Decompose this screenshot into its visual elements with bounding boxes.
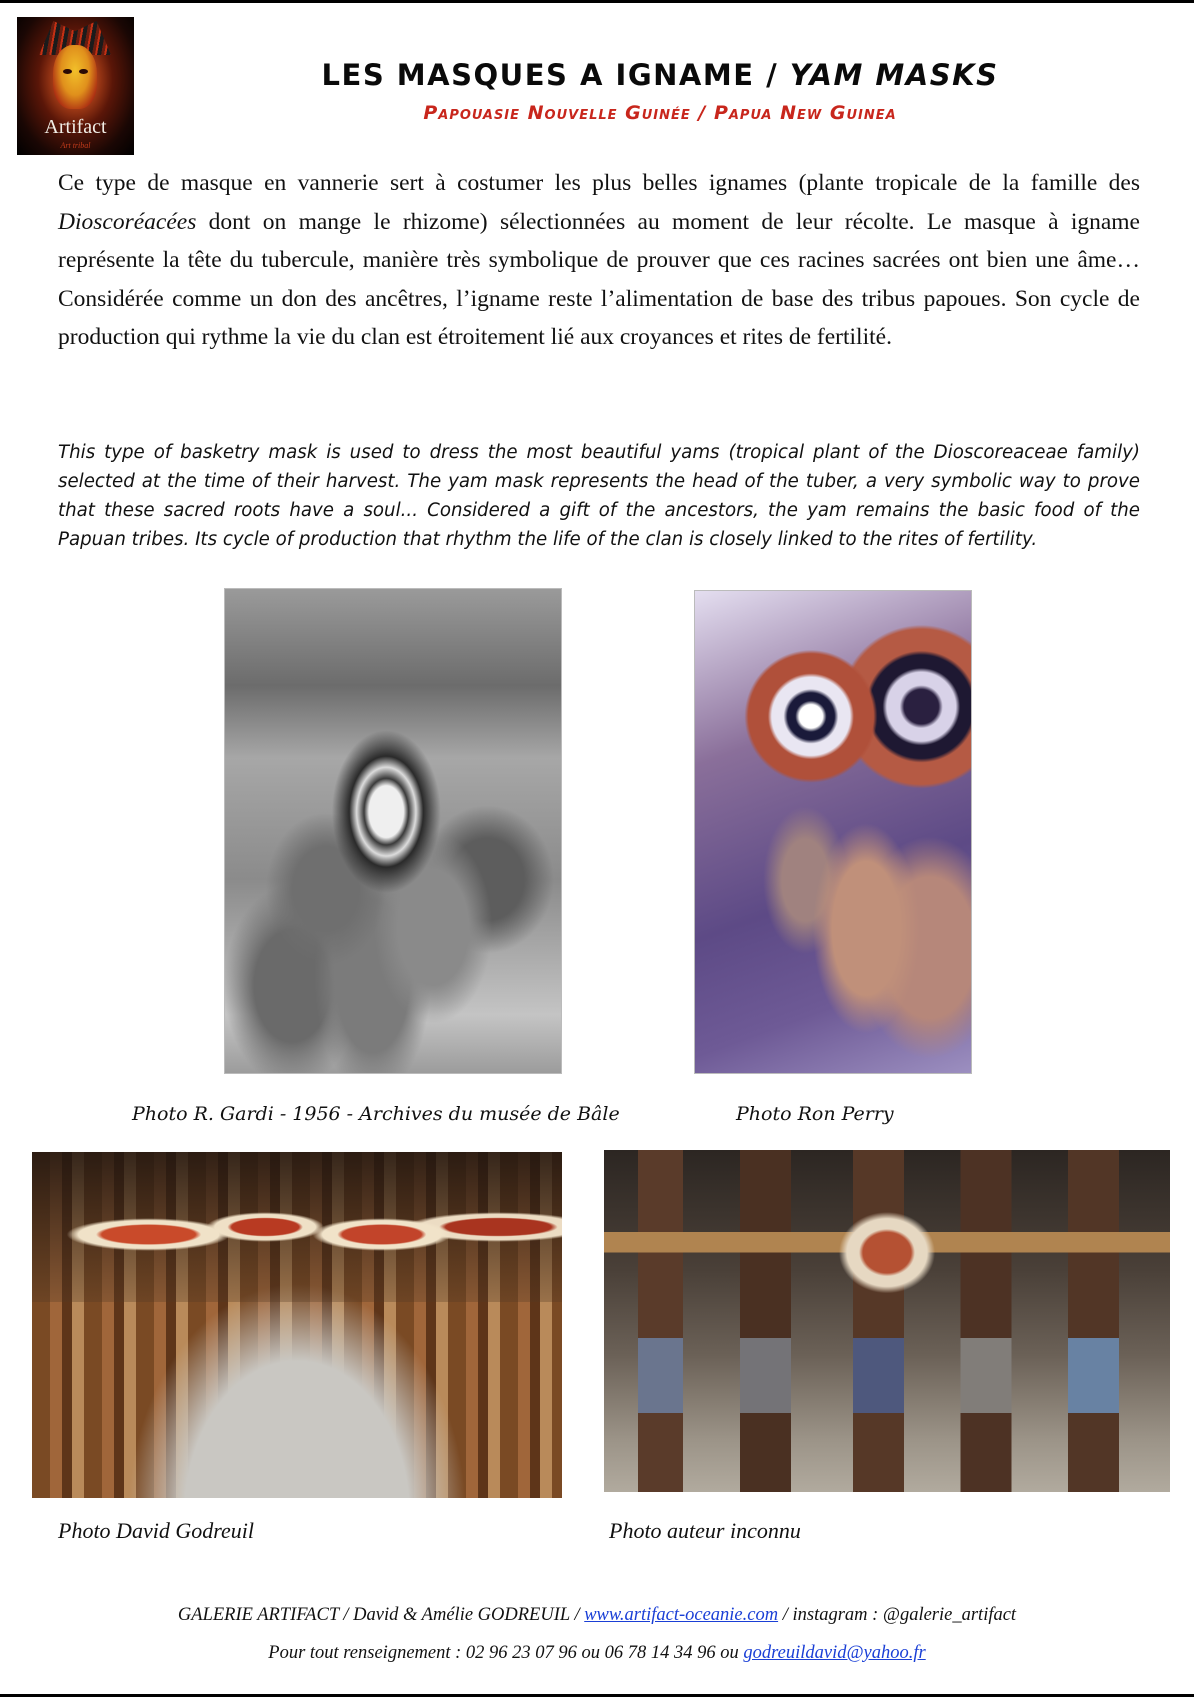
french-paragraph: Ce type de masque en vannerie sert à costumer les plus belles ignames (plante tropicale de la famille des Dioscoréacées dont on mange le rhizome) sélectionnées au moment de leur récolte. Le masque à igname représente la tête du tubercule, manière très symbolique de prouver que ces racines sacrées ont bien une âme… Considérée comme un don des ancêtres, l’igname reste l’alimentation de base des tribus papoues. Son cycle de production qui rythme la vie du clan est étroitement lié aux croyances et rites de fertilité. <box>58 170 1140 350</box>
email-link[interactable]: godreuildavid@yahoo.fr <box>743 1643 926 1663</box>
photo-men-carrying-yam <box>604 1150 1170 1492</box>
bottom-rule <box>0 1694 1194 1697</box>
photo-caption-perry: Photo Ron Perry <box>736 1103 894 1125</box>
website-link[interactable]: www.artifact-oceanie.com <box>584 1605 779 1625</box>
footer-contact-line: GALERIE ARTIFACT / David & Amélie GODREUIL / www.artifact-oceanie.com / instagram : @galerie_artifact <box>177 1605 1017 1625</box>
title-english: YAM MASKS <box>789 58 999 92</box>
photo-yam-house-display <box>32 1152 562 1498</box>
photo-caption-godreuil: Photo David Godreuil <box>58 1518 254 1543</box>
footer-phone-line: Pour tout renseignement : 02 96 23 07 96 ou 06 78 14 34 96 ou godreuildavid@yahoo.fr <box>268 1643 926 1663</box>
page-subtitle: Papouasie Nouvelle Guinée / Papua New Guinea <box>423 102 897 124</box>
photo-caption-gardi: Photo R. Gardi - 1956 - Archives du musée de Bâle <box>132 1103 620 1125</box>
top-rule <box>0 0 1194 3</box>
page-title <box>140 58 1180 92</box>
logo-tagline: Art tribal <box>60 141 91 150</box>
logo-brand-text: Artifact <box>44 116 107 138</box>
photo-caption-unknown: Photo auteur inconnu <box>609 1518 801 1543</box>
painted-face-graphic <box>53 45 97 109</box>
english-paragraph: This type of basketry mask is used to dress the most beautiful yams (tropical plant of the Dioscoreaceae family) selected at the time of their harvest. The yam mask represents the head of the tuber, a very symbolic way to prove that these sacred roots have a soul... Considered a gift of the ancestors, the yam remains the basic food of the Papuan tribes. Its cycle of production that rhythm the life of the clan is closely linked to the rites of fertility. <box>58 442 1140 550</box>
french-italic-term: Dioscoréacées <box>58 208 197 235</box>
photo-yam-masks-purple <box>694 590 972 1074</box>
title-french: LES MASQUES A IGNAME / <box>321 58 790 92</box>
photo-yam-mask-ceremony-bw <box>224 588 562 1074</box>
artifact-logo <box>17 17 134 155</box>
